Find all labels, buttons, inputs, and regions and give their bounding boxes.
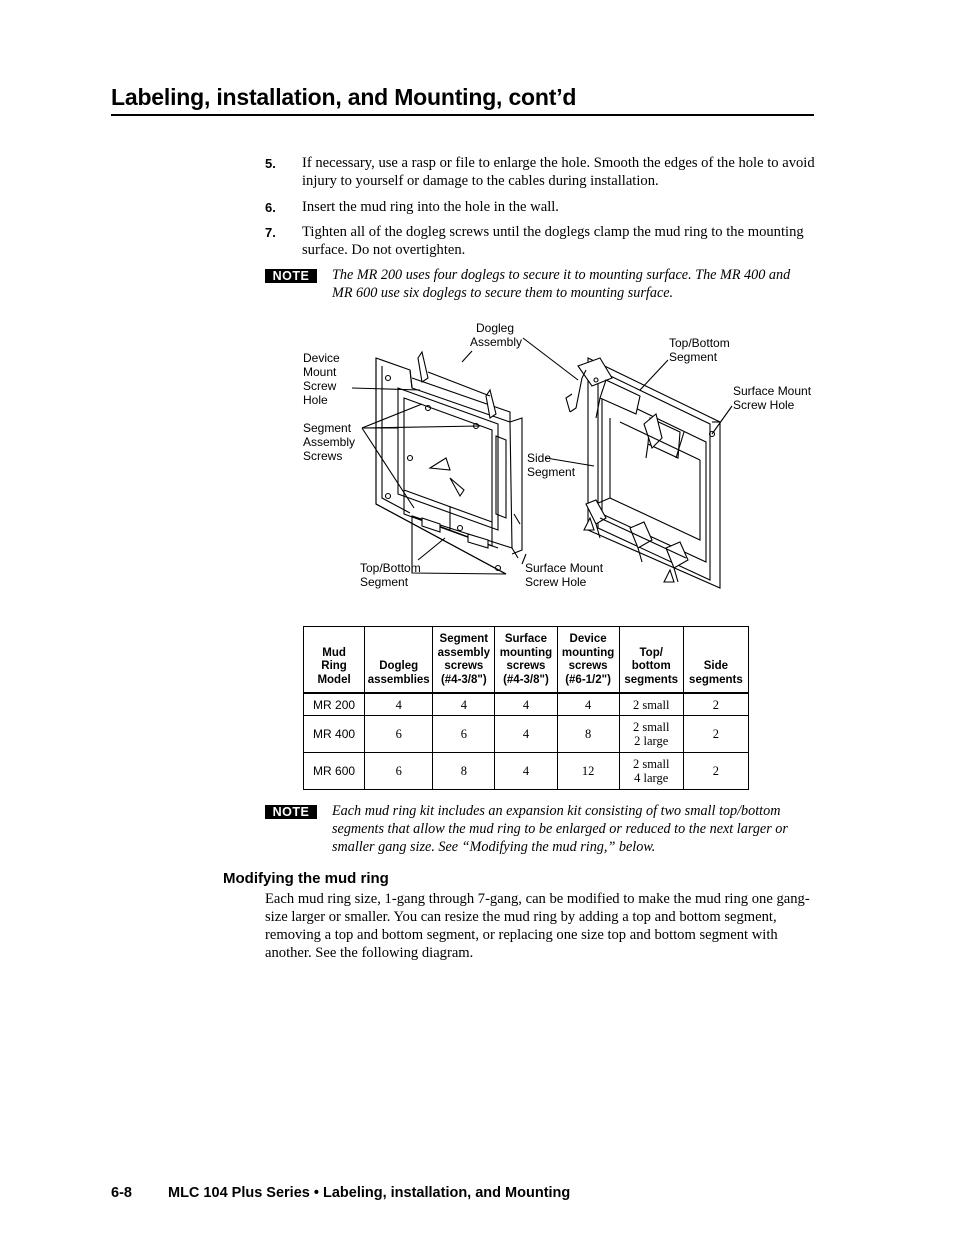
cell-dogleg: 6 (365, 716, 433, 753)
cell-line: 2 large (634, 734, 669, 748)
note-text: The MR 200 uses four doglegs to secure it to mounting surface. The MR 400 and MR 600 use six doglegs to secure them to mounting surface. (332, 267, 791, 301)
label-line: Assembly (303, 435, 356, 449)
cell-line: 2 small (632, 697, 670, 712)
header-line: assemblies (367, 673, 430, 686)
label-device-mount-screw-hole (303, 351, 340, 407)
header-line: mounting (499, 646, 553, 659)
step-number: 6. (265, 200, 276, 215)
label-line: Segment (303, 421, 352, 435)
label-line: Screw (303, 379, 337, 393)
label-line: Segment (360, 575, 409, 589)
header-line: mounting (561, 646, 615, 659)
page-number: 6-8 (111, 1185, 132, 1201)
cell-line: 2 small (632, 757, 670, 771)
section-paragraph: Each mud ring size, 1-gang through 7-gang, can be modified to make the mud ring one gang-size larger or smaller. You can resize the mud ring by adding a top and bottom segment, removing a top and bottom segment, or replacing one size top and bottom segment with another. See the following diagram. (265, 891, 810, 961)
label-line: Surface Mount (525, 561, 604, 575)
note-badge: NOTE (265, 805, 317, 819)
footer-title: MLC 104 Plus Series • Labeling, installation, and Mounting (168, 1185, 571, 1201)
cell-segment-screws: 6 (433, 716, 495, 753)
header-line: (#4-3/8") (503, 673, 549, 686)
col-header-side (683, 627, 748, 694)
step-number: 5. (265, 156, 276, 171)
label-line: Screws (303, 449, 343, 463)
header-line: Dogleg (379, 660, 419, 672)
label-line: Hole (303, 393, 328, 407)
cell-side: 2 (683, 716, 748, 753)
cell-top-bottom (619, 716, 683, 753)
header-line: screws (568, 660, 608, 672)
cell-model: MR 600 (304, 753, 365, 790)
header-line: Top/ (639, 646, 663, 659)
mud-ring-figure (300, 318, 820, 593)
header-line: Side (703, 660, 729, 672)
header-line: Mud (322, 646, 346, 659)
cell-segment-screws: 4 (433, 693, 495, 716)
label-top-bottom-segment-right (669, 336, 730, 364)
cell-surface-screws: 4 (495, 693, 557, 716)
page-title: Labeling, installation, and Mounting, cont’d (111, 84, 577, 110)
header-line: (#4-3/8") (440, 673, 487, 686)
step-text: If necessary, use a rasp or file to enlarge the hole. Smooth the edges of the hole to avoid injury to yourself or damage to the cables during installation. (302, 155, 815, 189)
cell-side: 2 (683, 693, 748, 716)
cell-side: 2 (683, 753, 748, 790)
col-header-surface-screws (495, 627, 557, 694)
section-heading: Modifying the mud ring (223, 870, 389, 887)
label-line: Top/Bottom (360, 561, 421, 575)
table-row (304, 693, 749, 716)
header-line: Model (317, 673, 351, 686)
label-line: Segment (669, 350, 718, 364)
table-header-row (304, 627, 749, 694)
cell-device-screws: 8 (557, 716, 619, 753)
cell-line: 4 large (634, 771, 669, 785)
cell-top-bottom (619, 753, 683, 790)
col-header-device-screws (557, 627, 619, 694)
label-line: Mount (303, 365, 337, 379)
header-line: assembly (437, 646, 491, 659)
cell-surface-screws: 4 (495, 716, 557, 753)
col-header-segment-screws (433, 627, 495, 694)
header-line: Ring (321, 660, 347, 672)
col-header-dogleg (365, 627, 433, 694)
label-line: Segment (527, 465, 576, 479)
header-line: Device (569, 633, 607, 645)
cell-segment-screws: 8 (433, 753, 495, 790)
label-segment-assembly-screws (303, 421, 355, 463)
label-dogleg-assembly (470, 321, 522, 349)
cell-device-screws: 4 (557, 693, 619, 716)
label-line: Screw Hole (733, 398, 795, 412)
col-header-top-bottom (619, 627, 683, 694)
label-line: Screw Hole (525, 575, 587, 589)
label-line: Device (303, 351, 340, 365)
table-row (304, 716, 749, 753)
header-line: screws (444, 660, 484, 672)
header-line: segments (689, 673, 743, 686)
label-line: Dogleg (476, 321, 515, 335)
label-line: Assembly (470, 335, 523, 349)
title-rule (111, 114, 814, 116)
header-line: Segment (439, 633, 489, 645)
label-side-segment (527, 451, 575, 479)
label-line: Top/Bottom (669, 336, 730, 350)
cell-line: 2 small (632, 720, 670, 734)
label-top-bottom-segment-left (360, 561, 421, 589)
step-text: Tighten all of the dogleg screws until the doglegs clamp the mud ring to the mounting surface. Do not overtighten. (302, 224, 804, 258)
header-line: (#6-1/2") (565, 673, 611, 686)
col-header-model (304, 627, 365, 694)
header-line: screws (506, 660, 546, 672)
cell-device-screws: 12 (557, 753, 619, 790)
label-line: Side (527, 451, 552, 465)
note-badge: NOTE (265, 269, 317, 283)
page-footer (111, 1185, 571, 1201)
mud-ring-spec-table (303, 626, 749, 790)
cell-dogleg: 4 (365, 693, 433, 716)
cell-model: MR 400 (304, 716, 365, 753)
cell-surface-screws: 4 (495, 753, 557, 790)
table-row (304, 753, 749, 790)
header-line: Surface (504, 633, 548, 645)
cell-dogleg: 6 (365, 753, 433, 790)
label-line: Surface Mount (733, 384, 812, 398)
header-line: bottom (631, 660, 671, 672)
note-text: Each mud ring kit includes an expansion kit consisting of two small top/bottom segments that allow the mud ring to be enlarged or reduced to the next larger or smaller gang size. See “Modifying the mud ring,” below. (332, 803, 788, 855)
label-surface-mount-screw-hole-bottom (525, 561, 603, 589)
step-number: 7. (265, 225, 276, 240)
cell-model: MR 200 (304, 693, 365, 716)
cell-top-bottom (619, 693, 683, 716)
label-surface-mount-screw-hole-right (733, 384, 811, 412)
step-text: Insert the mud ring into the hole in the wall. (302, 199, 559, 215)
header-line: segments (624, 673, 679, 686)
